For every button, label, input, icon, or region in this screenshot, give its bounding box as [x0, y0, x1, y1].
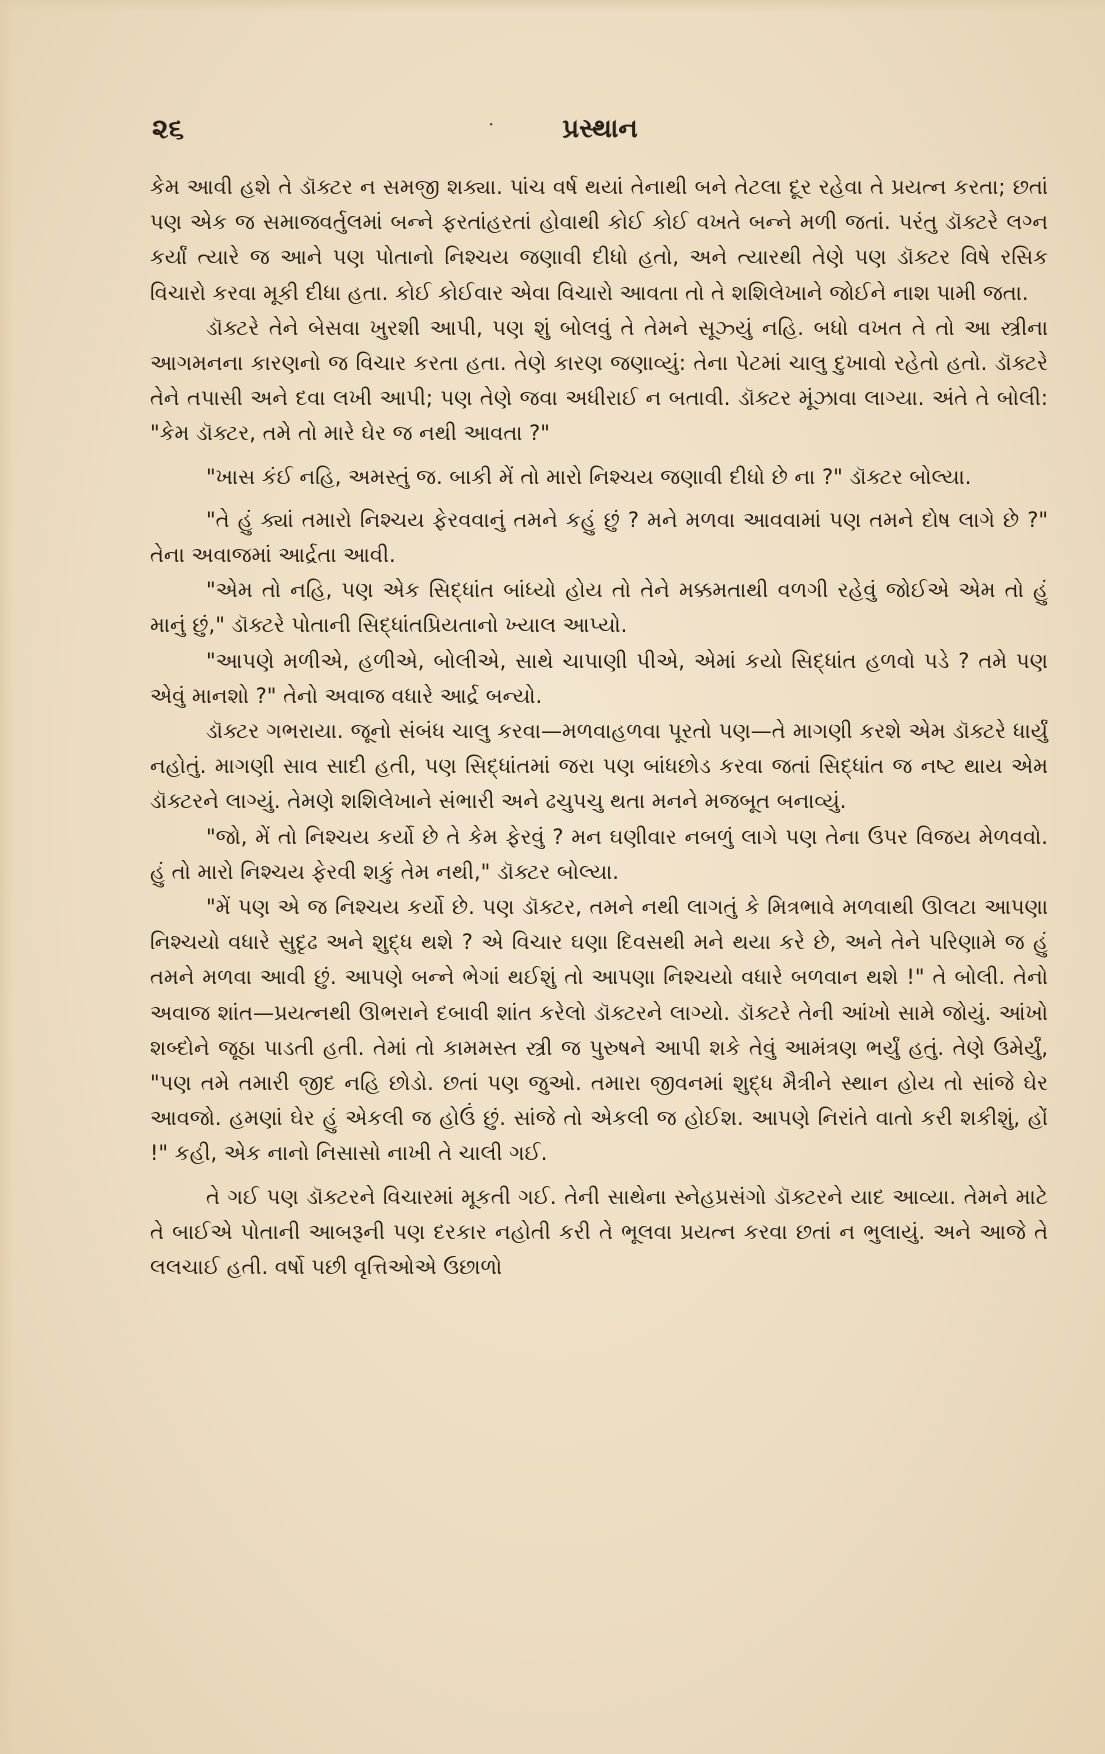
- paragraph: ડૉક્ટરે તેને બેસવા ખુરશી આપી, પણ શું બોલવું તે તેમને સૂઝ્યું નહિ. બધો વખત તે તો આ સ્ત્રીના આગમનના કારણનો જ વિચાર કરતા હતા. તેણે કારણ જણાવ્યું: તેના પેટમાં ચાલુ દુખાવો રહેતો હતો. ડૉક્ટરે તેને તપાસી અને દવા લખી આપી; પણ તેણે જવા અધીરાઈ ન બતાવી. ડૉક્ટર મૂંઝાવા લાગ્યા. અંતે તે બોલી: "કેમ ડૉક્ટર, તમે તો મારે ઘેર જ નથી આવતા ?": [150, 315, 1048, 446]
- body-text: [150, 170, 1048, 1285]
- paragraph: ડૉક્ટર ગભરાયા. જૂનો સંબંધ ચાલુ કરવા—મળવાહળવા પૂરતો પણ—તે માગણી કરશે એમ ડૉક્ટરે ધાર્યું નહોતું. માગણી સાવ સાદી હતી, પણ સિદ્ધાંતમાં જરા પણ બાંધછોડ કરવા જતાં સિદ્ધાંત જ નષ્ટ થાય એમ ડૉક્ટરને લાગ્યું. તેમણે શશિલેખાને સંભારી અને ઢચુપચુ થતા મનને મજબૂત બનાવ્યું.: [150, 719, 1048, 814]
- paragraph: "એમ તો નહિ, પણ એક સિદ્ધાંત બાંધ્યો હોય તો તેને મક્કમતાથી વળગી રહેવું જોઈએ એમ તો હું માનું છું," ડૉક્ટરે પોતાની સિદ્ધાંતપ્રિયતાનો ખ્યાલ આપ્યો.: [150, 578, 1048, 638]
- paragraph: "જો, મેં તો નિશ્ચય કર્યો છે તે કેમ ફેરવું ? મન ઘણીવાર નબળું લાગે પણ તેના ઉપર વિજય મેળવવો. હું તો મારો નિશ્ચય ફેરવી શકું તેમ નથી," ડૉક્ટર બોલ્યા.: [150, 824, 1048, 884]
- running-header: [152, 112, 1048, 146]
- paragraph: "મેં પણ એ જ નિશ્ચય કર્યો છે. પણ ડૉક્ટર, તમને નથી લાગતું કે મિત્રભાવે મળવાથી ઊલટા આપણા નિશ્ચયો વધારે સુદૃઢ અને શુદ્ધ થશે ? એ વિચાર ઘણા દિવસથી મને થયા કરે છે, અને તેને પરિણામે જ હું તમને મળવા આવી છું. આપણે બન્ને ભેગાં થઈશું તો આપણા નિશ્ચયો વધારે બળવાન થશે !" તે બોલી. તેનો અવાજ શાંત—પ્રયત્નથી ઊભરાને દબાવી શાંત કરેલો ડૉક્ટરને લાગ્યો. ડૉક્ટરે તેની આંખો સામે જોયું. આંખો શબ્દોને જૂઠા પાડતી હતી. તેમાં તો કામમસ્ત સ્ત્રી જ પુરુષને આપી શકે તેવું આમંત્રણ ભર્યું હતું. તેણે ઉમેર્યું, "પણ તમે તમારી જીદ નહિ છોડો. છતાં પણ જુઓ. તમારા જીવનમાં શુદ્ધ મૈત્રીને સ્થાન હોય તો સાંજે ઘેર આવજો. હમણાં ઘેર હું એકલી જ હોઉં છું. સાંજે તો એકલી જ હોઈશ. આપણે નિરાંતે વાતો કરી શકીશું, હોં !" કહી, એક નાનો નિસાસો નાખી તે ચાલી ગઈ.: [150, 895, 1048, 1166]
- paragraph: તે ગઈ પણ ડૉક્ટરને વિચારમાં મૂકતી ગઈ. તેની સાથેના સ્નેહપ્રસંગો ડૉક્ટરને યાદ આવ્યા. તેમને માટે તે બાઈએ પોતાની આબરૂની પણ દરકાર નહોતી કરી તે ભૂલવા પ્રયત્ન કરવા છતાં ન ભુલાયું. અને આજે તે લલચાઈ હતી. વર્ષો પછી વૃત્તિઓએ ઉછાળો: [150, 1184, 1048, 1280]
- page-edge-shadow-top: [0, 0, 1105, 12]
- paragraph: કેમ આવી હશે તે ડૉક્ટર ન સમજી શક્યા. પાંચ વર્ષ થયાં તેનાથી બને તેટલા દૂર રહેવા તે પ્રયત્ન કરતા; છતાં પણ એક જ સમાજવર્તુલમાં બન્ને ફરતાંહરતાં હોવાથી કોઈ કોઈ વખતે બન્ને મળી જતાં. પરંતુ ડૉક્ટરે લગ્ન કર્યાં ત્યારે જ આને પણ પોતાનો નિશ્ચય જણાવી દીધો હતો, અને ત્યારથી તેણે પણ ડૉક્ટર વિષે રસિક વિચારો કરવા મૂકી દીધા હતા. કોઈ કોઈવાર એવા વિચારો આવતા તો તે શશિલેખાને જોઈને નાશ પામી જતા.: [150, 175, 1048, 305]
- paragraph: "તે હું ક્યાં તમારો નિશ્ચય ફેરવવાનું તમને કહું છું ? મને મળવા આવવામાં પણ તમને દોષ લાગે છે ?" તેના અવાજમાં આર્દ્રતા આવી.: [150, 507, 1048, 568]
- header-dot: ·: [488, 112, 495, 136]
- paragraph: "ખાસ કંઈ નહિ, અમસ્તું જ. બાકી મેં તો મારો નિશ્ચય જણાવી દીધો છે ના ?" ડૉક્ટર બોલ્યા.: [206, 464, 972, 489]
- page-number: ૨૬: [152, 112, 185, 145]
- page-edge-shadow-left: [0, 0, 14, 1754]
- paragraph: "આપણે મળીએ, હળીએ, બોલીએ, સાથે ચાપાણી પીએ, એમાં કયો સિદ્ધાંત હળવો પડે ? તમે પણ એવું માનશો ?" તેનો અવાજ વધારે આર્દ્ર બન્યો.: [150, 648, 1048, 708]
- running-title: પ્રસ્થાન: [562, 114, 638, 144]
